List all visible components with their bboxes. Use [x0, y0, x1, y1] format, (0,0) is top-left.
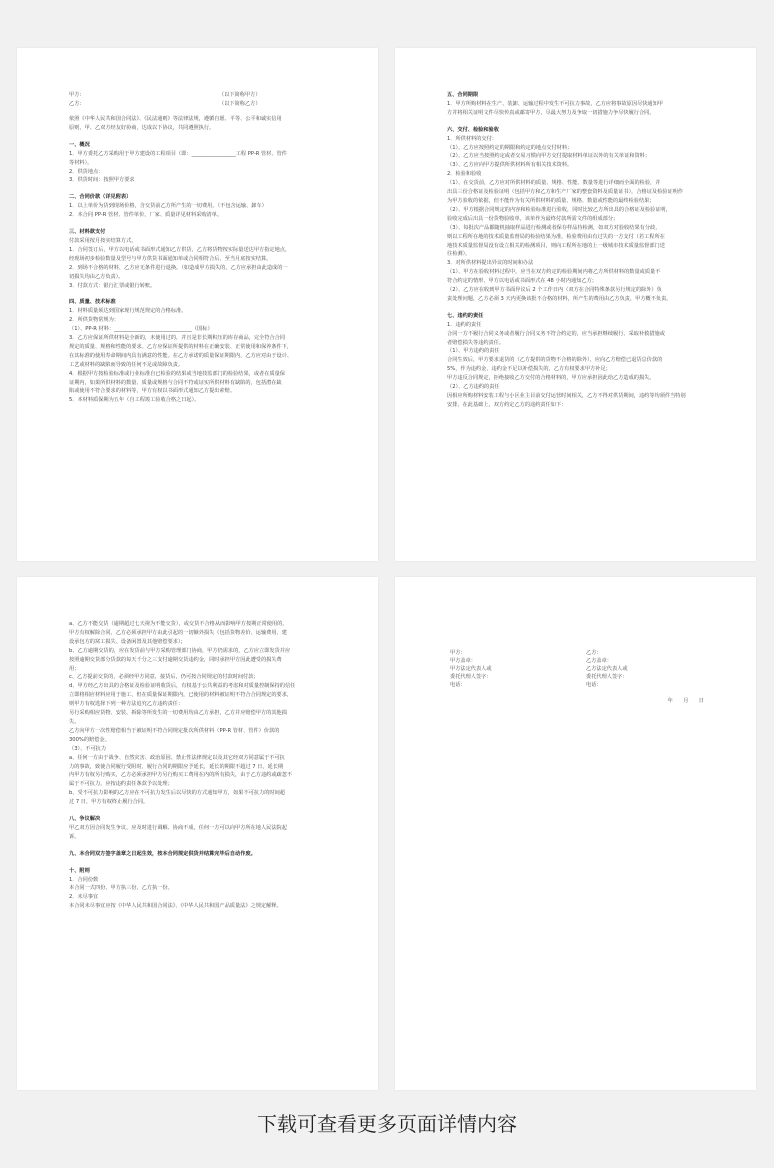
paragraph-gap — [447, 118, 708, 126]
text-line: 工艺或材料的缺陷而导致的任何不足或故障负责。 — [69, 361, 184, 368]
section-heading: 二、合同价款（详见附表） — [69, 194, 132, 201]
text-line: 证期内，如果所供材料的数量、质量或规格与合同不符或证实所供材料有缺陷的，包括潜在缺 — [69, 379, 282, 386]
paragraph-gap — [69, 133, 330, 141]
page-3-content — [69, 620, 330, 911]
signature-rows — [450, 649, 704, 689]
text-line: 用； — [69, 665, 80, 672]
section-heading: 五、合同期限 — [447, 92, 479, 98]
text-line: 内甲方有权另行购买，乙方必须承担甲方另行购买工费用在内的所有损失，由于乙方违约或疏忽不 — [69, 772, 293, 779]
text-line: 则以工程所在地的技术质量监督局的检验结果为准，检验费用由有过失的一方支付（若工程所在 — [447, 233, 665, 240]
party-b-signature-label: 委托代理人签字： — [586, 674, 628, 680]
party-a-note: （以下简称甲方） — [219, 92, 261, 98]
text-line: 按照逾期交货部分货款的每天千分之三支付逾期交货违约金，同时承担甲方因此遭受的损失费 — [69, 656, 282, 663]
text-line: 2．所供货物常规为： — [69, 317, 119, 324]
text-line: 则甲方有权选择下列一种方法追究乙方违约责任： — [69, 701, 184, 708]
party-b-signature-label: 乙方盖章： — [586, 658, 612, 664]
text-line: 3．付款方式：银行汇票或银行转账。 — [69, 282, 156, 289]
text-line: 乙方向甲方一次性赔偿相当于被证明不符合同规定批次所供材料（PP-R 管材、管件）价款的 — [69, 727, 280, 734]
text-line: 规定的质量、规格和性能的要求。乙方应保证所提供的材料在正确安装、正常使用和保养条件下， — [69, 343, 293, 350]
text-line: 甲乙双方因合同发生争议，应及时进行调解、协商不成，任何一方可以向甲方所在地人民法院起 — [69, 824, 287, 831]
party-a-signature-label: 委托代理人签字： — [450, 674, 492, 680]
document-page-2 — [395, 48, 756, 561]
download-more-caption: 下载可查看更多页面详情内容 — [257, 1112, 517, 1136]
text-line: 属于不可抗力，应按违约责任条款予以处理； — [69, 781, 173, 788]
paragraph-gap — [447, 304, 708, 312]
text-line: 合同一方不履行合同义务或者履行合同义务不符合约定的，应当承担继续履行、采取补救措施或 — [447, 330, 665, 337]
text-line: 责处理问题，乙方必须 3 天内更换该批不合格的材料，所产生的费用由乙方负责，甲方概不负责。 — [447, 295, 672, 302]
party-a-signature-label: 甲方盖章： — [450, 658, 476, 664]
text-line: d、甲方经乙方出具的合格证及检验证明收货后，有权基于公共利益的考虑和对质量控制保持的信任 — [69, 683, 296, 690]
text-line: 失。 — [69, 718, 80, 725]
text-line: （2）、乙方应当按照约定或者交易习惯向甲方交付提取材料单证以外的有关单证和资料； — [447, 153, 651, 160]
document-page-3 — [17, 577, 378, 1090]
text-line: （1）、在交货前，乙方应对所供材料的质量、规格、性能、数量等进行详细而全面的检验，并 — [447, 180, 661, 187]
text-line: （3）、乙方应向甲方提供所供材料所有相关技术资料。 — [447, 162, 573, 169]
text-line: 1．甲方所购材料在生产、装卸、运输过程中发生不可抗力事故，乙方应将事故原因尽快通知甲 — [447, 100, 663, 107]
text-line: 过 7 日，甲方有权终止履行合同。 — [69, 799, 149, 806]
text-line: b、受不可抗力影响的乙方应在不可抗力发生后以尽快的方式通知甲方，如果不可抗力的时间超 — [69, 790, 285, 797]
text-line: 在其标准的使用寿命期间内具有满意的性能。在乙方承诺的质量保证期限内，乙方应对由于设计、 — [69, 352, 293, 359]
text-line: 原则，甲、乙双方经友好协商，达成以下协议，共同遵照执行。 — [69, 124, 215, 131]
text-line: 依照《中华人民共和国合同法》、《民法通则》等法律法规，遵循自愿、平等、公平和诚实信用 — [69, 116, 282, 122]
text-line: 1．合同签订后，甲方以电话或书面形式通知乙方供货，乙方将货物按实际量送达甲方指定地点， — [69, 246, 291, 253]
text-line: b、乙方逾期交货的，应在发货前与甲方采购管理部门协商，甲方仍需求的，乙方应立即发货并应 — [69, 647, 291, 654]
text-line: 安排，在此基础上，双方约定乙方的违约责任如下： — [447, 401, 567, 408]
page-1-body — [69, 115, 330, 405]
text-line: a、任何一方由于战争、自然灾害、政治原因、禁止性法律规定以及其它经双方同意属于不可抗 — [69, 754, 285, 761]
signature-row — [450, 657, 704, 665]
text-line: 方并将相关证明文件尽快传真或邮寄甲方，尽最大努力及争取一切措施力争尽快履行合同。 — [447, 109, 655, 116]
text-line: 诉。 — [69, 833, 80, 840]
party-a-signature-label: 甲方法定代表人或 — [450, 666, 492, 672]
page-1-content — [69, 91, 330, 405]
text-line: 付款采用按月按实结算方式。 — [69, 237, 137, 244]
party-b-row — [69, 100, 330, 109]
text-line: （1）、甲方违约的责任 — [447, 348, 500, 355]
text-line: 符合约定的情形，甲方以电话或书面形式在 48 小时内通知乙方； — [447, 278, 597, 285]
text-line: 3．对所供材料提出异议的时间和办法 — [447, 260, 534, 267]
signature-date: 年 月 日 — [667, 698, 704, 704]
party-b-signature-label: 电话： — [586, 682, 602, 688]
text-line: 甲方违反合同规定，拒绝接收乙方交付的合格材料的，甲方应承担因此给乙方造成的损失。 — [447, 375, 655, 382]
page-2-content — [447, 91, 708, 410]
paragraph-gap — [69, 842, 330, 850]
text-line: （2）、乙方应在收到甲方书面异议后 2 个工作日内（双方在合同特殊条款另行规定的除外）负 — [447, 287, 662, 294]
text-line: 1．合同份数 — [69, 876, 99, 883]
text-line: 1．甲方委托乙方采购用于甲方建设的工程项目（即：_________________工程 PP-R 管材、管件 — [69, 150, 287, 157]
text-line: 2．未尽事宜 — [69, 894, 99, 901]
signature-row — [450, 673, 704, 681]
text-line: 合同生效后，甲方要求退货的（乙方提供的货物不合格的除外），应向乙方赔偿已退货总价款的 — [447, 357, 663, 364]
text-line: 本合同未尽事宜应按《中华人民共和国合同法》、《中华人民共和国产品质量法》之规定解释。 — [69, 903, 282, 910]
section-heading: 七、违约的责任 — [447, 312, 484, 319]
signature-row — [450, 649, 704, 657]
text-line: （1）、乙方应按照约定的期限和约定的地点交付材料； — [447, 144, 573, 151]
section-heading: 九、本合同双方签字盖章之日起生效，按本合同规定供货并结算完毕后自动作废。 — [69, 850, 256, 857]
section-heading: 三、材料款支付 — [69, 229, 106, 236]
text-line: 因相应所购材料安装工程与小区业主目前交付运营时间相关，乙方不得对供货期间，违约等均须件当特别 — [447, 393, 686, 399]
section-heading: 六、交付、检验和验收 — [447, 126, 499, 133]
signature-block — [450, 649, 704, 704]
paragraph-gap — [69, 290, 330, 298]
section-heading: 一、概况 — [69, 141, 90, 148]
text-line: a、乙方不能交货（逾期超过七天视为不能交货），或交货不合格从而影响甲方按期正常使用的， — [69, 621, 288, 627]
text-line: 立即将相应材料应用于施工，但在质量保证期限内，已使用的材料被证明不符合合同规定的要求， — [69, 692, 293, 699]
party-b-signature-label: 乙方： — [586, 650, 602, 656]
text-line: c、乙方提前交货的，必须经甲方同意，接货后，仍可按合同规定的付款时间付款； — [69, 674, 259, 681]
party-a-signature-label: 电话： — [450, 682, 466, 688]
paragraph-gap — [69, 220, 330, 228]
text-line: 验收完成后出具一份货物验收单，该单作为最终付款所需文件的组成部分； — [447, 215, 619, 222]
text-line: 往检测）。 — [447, 251, 471, 258]
text-line: （2）、甲方根据合同规定的内容和检验标准进行验收，同时比较乙方所出具的合格证及检验证明， — [447, 206, 671, 213]
party-b-note: （以下简称乙方） — [219, 101, 261, 107]
text-line: 5%，作为违约金，违约金不足以补偿损失的，乙方有权要求甲方补足； — [447, 366, 611, 373]
paragraph-gap — [69, 859, 330, 867]
text-line: （3）、每批次产品都随机抽取样品进行检测或者保存样品待检测，如双方对验收结果有分歧， — [447, 224, 661, 231]
document-page-1 — [17, 48, 378, 561]
text-line: 陷或使用不符合要求的材料等，甲方有权以书面形式通知乙方提出索赔。 — [69, 388, 236, 395]
text-line: 切损失均由乙方负责）。 — [69, 273, 124, 280]
text-line: 1．以上单价为货到现场价格，含交货前乙方所产生的一切费用。（不包含运输、卸车） — [69, 203, 267, 210]
text-line: （2）、乙方违约的责任 — [447, 384, 500, 391]
text-line: 甲方有权解除合同，乙方必须承担甲方由此引起的一切额外损失（包括货物差价、运输费用、建 — [69, 629, 287, 636]
text-line: 5．本材料质保期为五年（自工程竣工验收合格之日起）。 — [69, 397, 200, 404]
paragraph-gap — [69, 807, 330, 815]
text-line: 力的事故，致使合同履行受阻时，履行合同的期限应予延长，延长的期限不超过 7 日，延长期 — [69, 763, 284, 770]
text-line: 2．本合同 PP-R 管材、管件单价，厂家、质量详见材料采购清单。 — [69, 212, 223, 219]
party-b-signature-label: 乙方法定代表人或 — [586, 666, 628, 672]
text-line: （3）、不可抗力 — [69, 745, 107, 752]
text-line: 300%的赔偿金。 — [69, 736, 110, 743]
text-line: 4．根据甲方按检验标准或行业标准自已检验的结果或当地技监部门的检验结果，或者在质量保 — [69, 370, 285, 377]
party-a-row — [69, 91, 330, 100]
text-line: 另行采购相应货物、安装、拆除等所发生的一切费用均由乙方承担，乙方并应赔偿甲方的其他损 — [69, 710, 287, 717]
text-line: 等材料）。 — [69, 159, 93, 166]
text-line: 2．到场不合格的材料，乙方应无条件进行退换。（如造成甲方损失的，乙方应承担由此造成的一 — [69, 264, 288, 271]
text-line: 地技术质量监督局没有设立相关的检测项目，则向工程所在地的上一级城市技术质量监督部门送 — [447, 242, 665, 249]
text-line: 本合同一式四份，甲方执三份，乙方执一份。 — [69, 885, 173, 892]
signature-row — [450, 665, 704, 673]
text-line: （1）、甲方在验收材料过程中，应当在双方约定的检验期间内将乙方所供材料的数量或质量不 — [447, 269, 661, 276]
section-heading: 四、质量、技术标准 — [69, 299, 116, 306]
party-a-signature-label: 甲方： — [450, 650, 466, 656]
text-line: （1）、PP-R 材料：______________________________（国标） — [69, 326, 213, 333]
text-line: 为甲方验收的依据，但不能作为有关所供材料的质量、规格、数量或性能的最终检验结果； — [447, 197, 655, 204]
section-heading: 十、附则 — [69, 867, 90, 874]
section-heading: 八、争议解决 — [69, 816, 101, 823]
text-line: 1．违约的责任 — [447, 321, 482, 328]
text-line: 经现场初步检验数量及型号与甲方供货书面通知单或合同相符合后，至当月底按实结算。 — [69, 255, 272, 262]
text-line: 2．供货地点： — [69, 168, 104, 175]
text-line: 出具三份合格证及检验证明（包括甲方和乙方和生产厂家的整套资料及质量证书），合格证及检验证明作 — [447, 189, 684, 196]
text-line: 3．乙方应保证所供材料是全新的，未使用过的，并且是非长期积压的库存商品，完全符合合同 — [69, 335, 285, 342]
page-2-body — [447, 91, 708, 410]
party-a-label: 甲方： — [69, 92, 85, 98]
text-line: 者赔偿损失等违约责任。 — [447, 339, 505, 346]
text-line: 设承包方的窝工损失、设备闲置及其他赔偿要求）； — [69, 638, 186, 645]
signature-row — [450, 681, 704, 689]
text-line: 1．材料质量须达到国家现行规范规定的合格标准。 — [69, 308, 187, 315]
page-3-body — [69, 620, 330, 911]
text-line: 1．所供材料的交付： — [447, 135, 497, 142]
party-b-label: 乙方： — [69, 101, 85, 107]
paragraph-gap — [69, 185, 330, 193]
text-line: 3．供货时间：按照甲方要求 — [69, 177, 135, 184]
text-line: 2．检验和验收 — [447, 171, 482, 178]
document-page-4 — [395, 577, 756, 1090]
